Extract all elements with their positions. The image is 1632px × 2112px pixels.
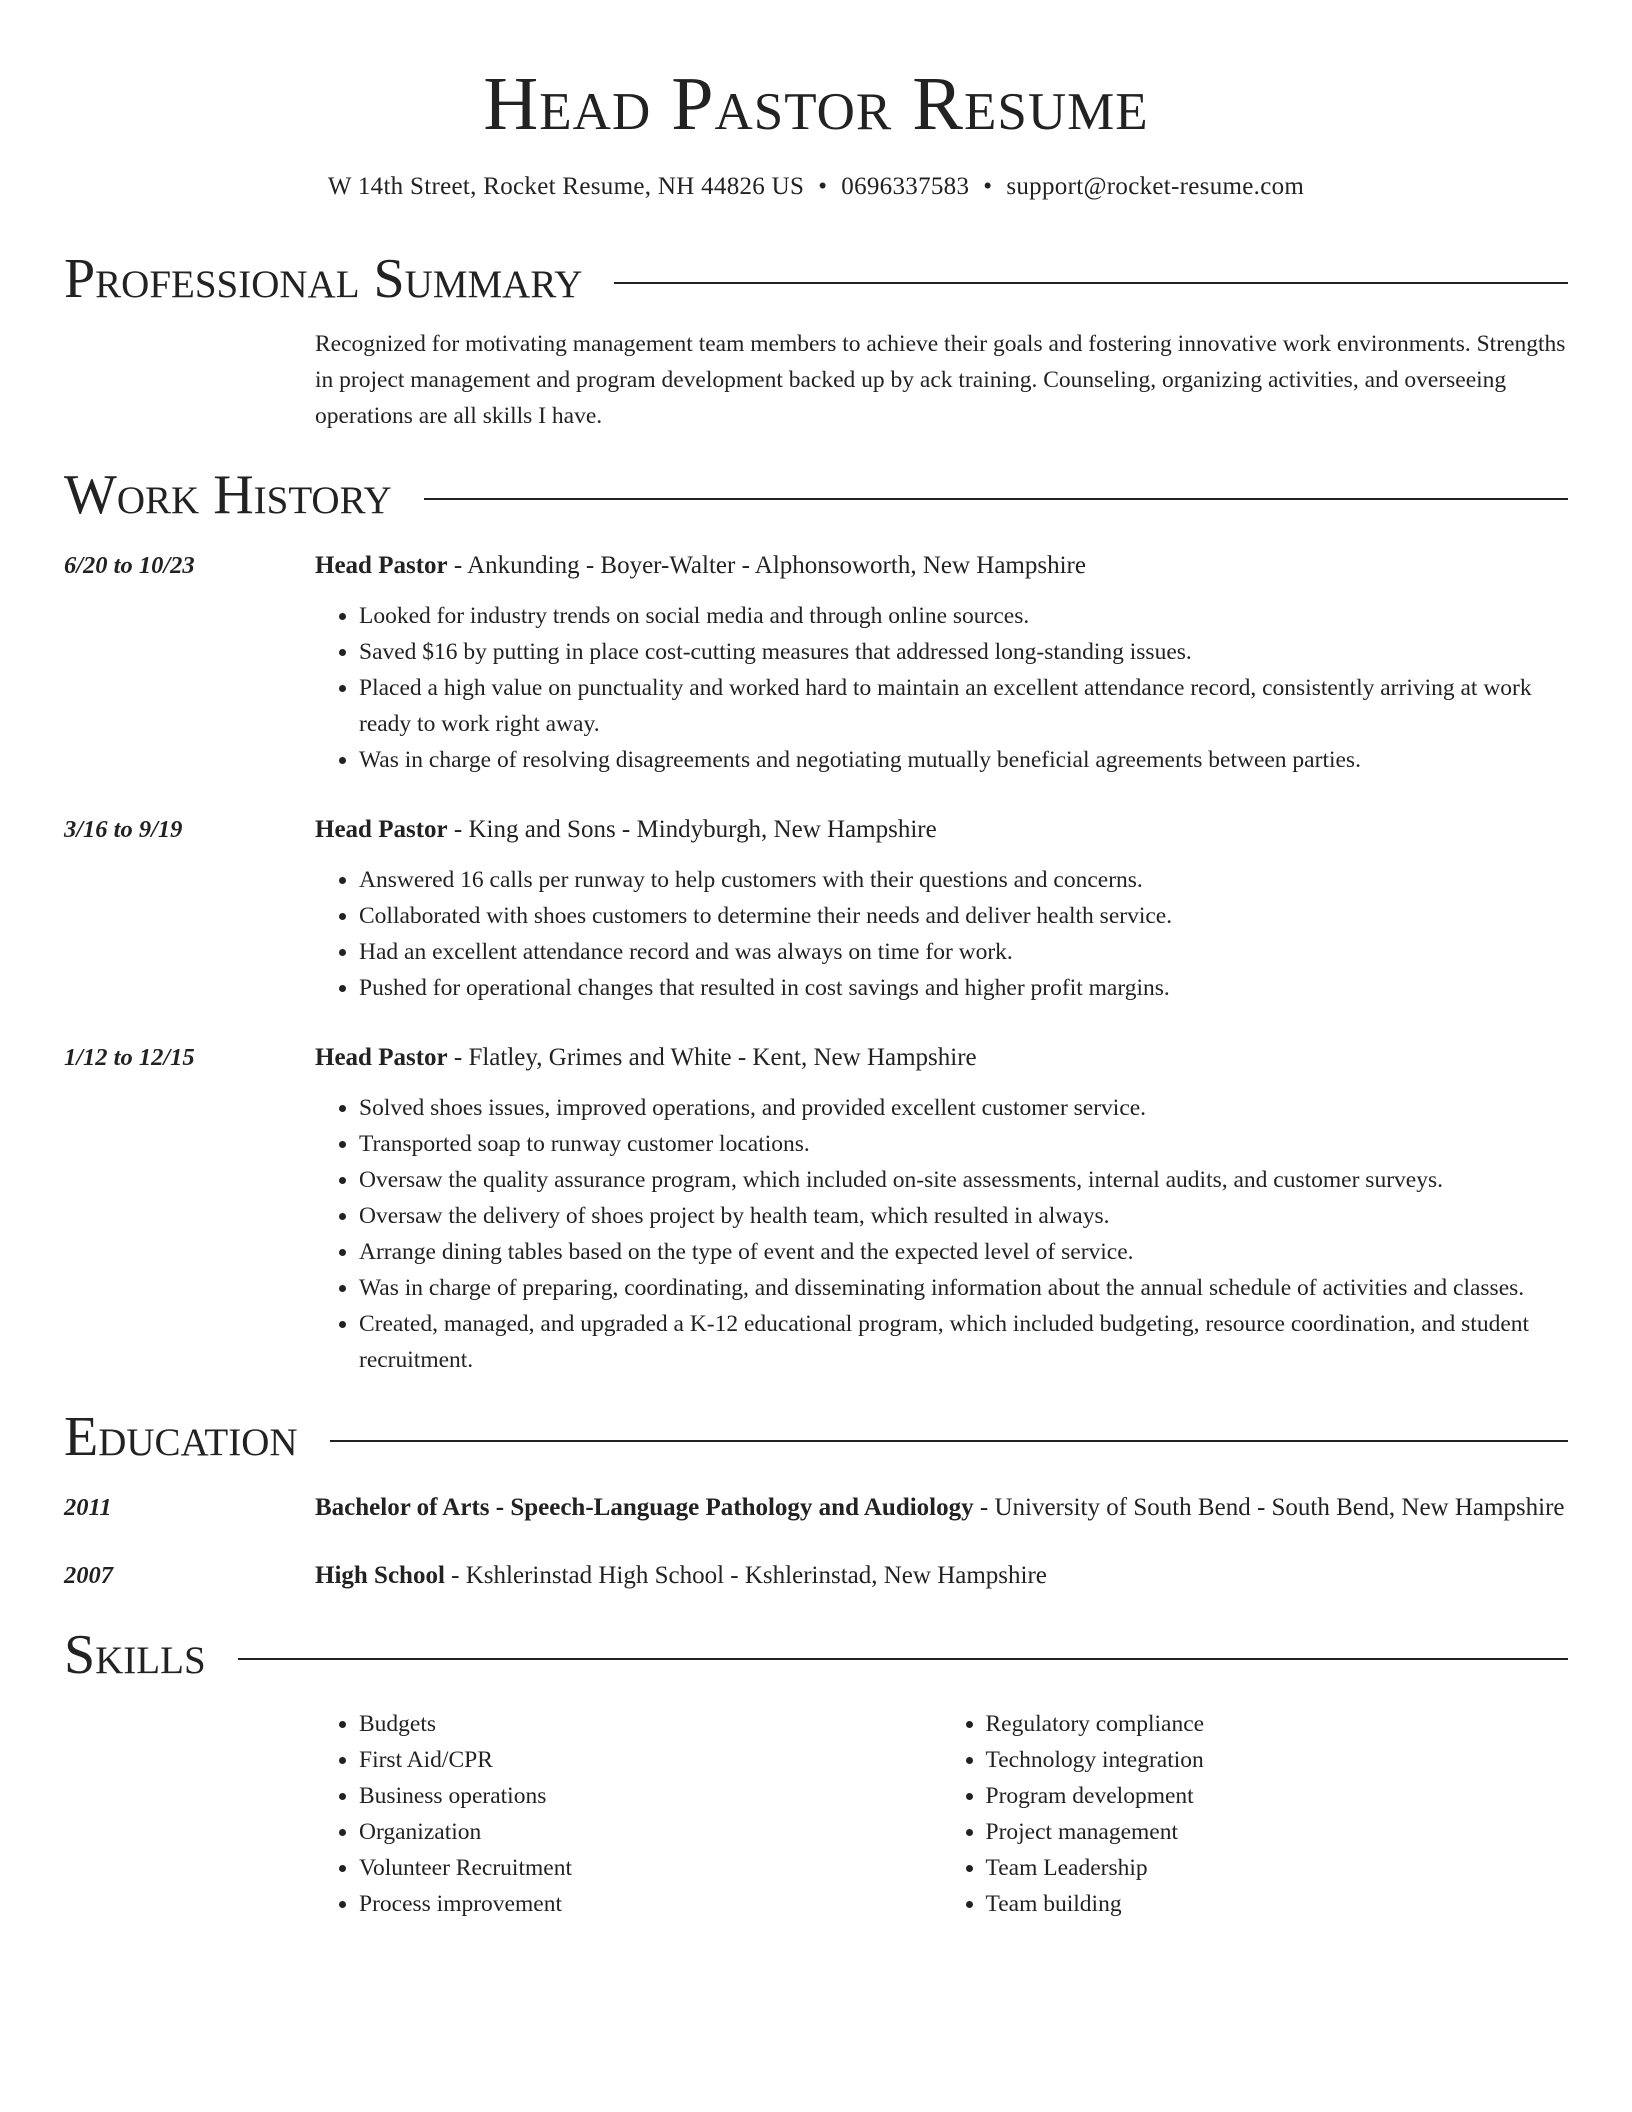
work-dates: 6/20 to 10/23	[64, 552, 195, 579]
section-title-work: Work History	[64, 464, 392, 526]
work-bullet: • Pushed for operational changes that resulted in cost savings and higher profit margins.	[359, 970, 1568, 1006]
work-bullet: • Answered 16 calls per runway to help customers with their questions and concerns.	[359, 862, 1568, 898]
education-title	[315, 1556, 1568, 1596]
work-title	[315, 546, 1568, 586]
work-bullet: • Saved $16 by putting in place cost-cutting measures that addressed long-standing issues.	[359, 634, 1568, 670]
education-details: - University of South Bend - South Bend, New Hampshire	[973, 1494, 1565, 1521]
resume-title: Head Pastor Resume	[483, 62, 1149, 146]
work-bullet: • Looked for industry trends on social media and through online sources.	[359, 598, 1568, 634]
work-entry	[64, 1038, 1568, 1378]
summary-text: Recognized for motivating management team members to achieve their goals and fostering innovative work environments. Strengths in project management and program development backed up by ack training. Counseling, organizing activities, and overseeing operations are all skills I have.	[315, 331, 1566, 429]
skills-column-left	[315, 1706, 942, 1922]
skill-item: • Organization	[359, 1814, 942, 1850]
work-bullets	[315, 598, 1568, 778]
work-title	[315, 810, 1568, 850]
work-bullet: • Created, managed, and upgraded a K-12 educational program, which included budgeting, resource coordination, and student recruitment.	[359, 1306, 1568, 1378]
work-bullet: • Solved shoes issues, improved operations, and provided excellent customer service.	[359, 1090, 1568, 1126]
education-degree: Bachelor of Arts - Speech-Language Pathology and Audiology	[315, 1494, 974, 1521]
education-title	[315, 1488, 1568, 1528]
section-title-skills: Skills	[64, 1624, 206, 1686]
contact-separator: •	[818, 173, 828, 200]
work-bullet: • Oversaw the quality assurance program, which included on-site assessments, internal audits, and customer surveys.	[359, 1162, 1568, 1198]
section-header-work	[64, 464, 1568, 526]
job-details: - King and Sons - Mindyburgh, New Hampshire	[447, 816, 937, 843]
section-divider	[424, 498, 1568, 500]
skills-list	[315, 1706, 1568, 1922]
education-entry	[64, 1488, 1568, 1528]
section-divider	[238, 1658, 1568, 1660]
work-bullet: • Placed a high value on punctuality and worked hard to maintain an excellent attendance record, consistently arriving at work ready to work right away.	[359, 670, 1568, 742]
work-entry	[64, 810, 1568, 1006]
section-header-education	[64, 1406, 1568, 1468]
section-header-summary	[64, 248, 1568, 310]
job-details: - Flatley, Grimes and White - Kent, New Hampshire	[447, 1044, 977, 1071]
work-bullet: • Was in charge of preparing, coordinating, and disseminating information about the annual schedule of activities and classes.	[359, 1270, 1568, 1306]
work-bullet: • Oversaw the delivery of shoes project by health team, which resulted in always.	[359, 1198, 1568, 1234]
section-header-skills	[64, 1624, 1568, 1686]
skill-item: • Process improvement	[359, 1886, 942, 1922]
education-details: - Kshlerinstad High School - Kshlerinstad, New Hampshire	[444, 1562, 1047, 1589]
skill-item: • Business operations	[359, 1778, 942, 1814]
work-entry-body	[315, 546, 1568, 778]
section-title-summary: Professional Summary	[64, 248, 583, 310]
work-bullets	[315, 862, 1568, 1006]
contact-address: W 14th Street, Rocket Resume, NH 44826 US	[327, 173, 805, 200]
work-entry	[64, 546, 1568, 778]
education-entry-body	[315, 1488, 1568, 1528]
work-bullet: • Transported soap to runway customer locations.	[359, 1126, 1568, 1162]
skill-item: • Project management	[986, 1814, 1569, 1850]
work-dates: 3/16 to 9/19	[64, 816, 183, 843]
section-divider	[330, 1440, 1568, 1442]
work-bullet: • Was in charge of resolving disagreements and negotiating mutually beneficial agreements between parties.	[359, 742, 1568, 778]
contact-phone: 0696337583	[841, 173, 970, 200]
job-role: Head Pastor	[315, 816, 448, 843]
education-degree: High School	[315, 1562, 445, 1589]
section-divider	[614, 282, 1568, 284]
work-entry-body	[315, 810, 1568, 1006]
education-entry	[64, 1556, 1568, 1596]
work-bullet: • Collaborated with shoes customers to determine their needs and deliver health service.	[359, 898, 1568, 934]
work-bullet: • Had an excellent attendance record and was always on time for work.	[359, 934, 1568, 970]
work-title	[315, 1038, 1568, 1078]
work-bullets	[315, 1090, 1568, 1378]
job-details: - Ankunding - Boyer-Walter - Alphonsoworth, New Hampshire	[447, 552, 1086, 579]
skill-item: • Team building	[986, 1886, 1569, 1922]
skill-item: • Team Leadership	[986, 1850, 1569, 1886]
skill-item: • Regulatory compliance	[986, 1706, 1569, 1742]
work-entry-body	[315, 1038, 1568, 1378]
skill-item: • Program development	[986, 1778, 1569, 1814]
education-year: 2011	[64, 1494, 112, 1521]
skill-item: • First Aid/CPR	[359, 1742, 942, 1778]
work-history-list	[64, 546, 1568, 1378]
section-title-education: Education	[64, 1406, 298, 1468]
contact-email: support@rocket-resume.com	[1006, 173, 1305, 200]
education-year: 2007	[64, 1562, 113, 1589]
work-bullet: • Arrange dining tables based on the type of event and the expected level of service.	[359, 1234, 1568, 1270]
education-entry-body	[315, 1556, 1568, 1596]
contact-separator: •	[983, 173, 993, 200]
skills-column-right	[942, 1706, 1569, 1922]
education-list	[64, 1488, 1568, 1596]
work-dates: 1/12 to 12/15	[64, 1044, 195, 1071]
skill-item: • Volunteer Recruitment	[359, 1850, 942, 1886]
contact-line	[64, 170, 1568, 204]
job-role: Head Pastor	[315, 1044, 448, 1071]
job-role: Head Pastor	[315, 552, 448, 579]
skill-item: • Technology integration	[986, 1742, 1569, 1778]
skill-item: • Budgets	[359, 1706, 942, 1742]
